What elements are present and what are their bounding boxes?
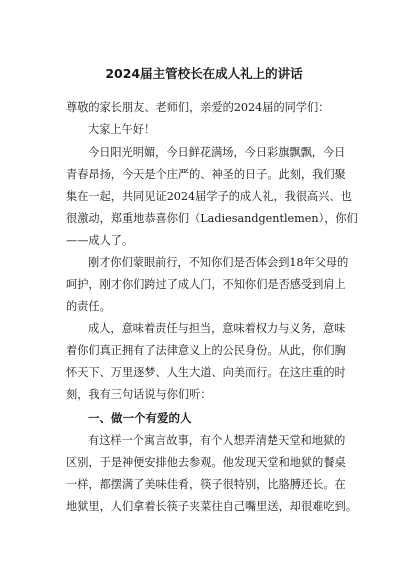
- paragraph-line: 呵护，刚才你们跨过了成人门，不知你们是否感受到肩上: [66, 278, 346, 291]
- paragraph-line: 青春昂扬，今天是个庄严的、神圣的日子。此刻，我们聚: [66, 168, 346, 181]
- paragraph-line: 很激动，郑重地恭喜你们（Ladiesandgentlemen），你们: [66, 212, 358, 225]
- salutation: 尊敬的家长朋友、老师们，亲爱的2024届的同学们：: [66, 101, 330, 114]
- paragraph-line: 成人，意味着责任与担当，意味着权力与义务，意味: [88, 322, 346, 335]
- paragraph-line: 着你们真正拥有了法律意义上的公民身份。从此，你们胸: [66, 344, 346, 357]
- paragraph-line: 区别，于是神便安排他去参观。他发现天堂和地狱的餐桌: [66, 456, 346, 469]
- document-title: 2024届主管校长在成人礼上的讲话: [105, 66, 303, 81]
- paragraph-line: 的责任。: [66, 300, 111, 313]
- paragraph-line: ——成人了。: [66, 234, 134, 247]
- section-heading: 一、做一个有爱的人: [88, 411, 192, 425]
- paragraph-line: 今日阳光明媚，今日鲜花满场，今日彩旗飘飘，今日: [88, 146, 346, 159]
- paragraph-line: 集在一起，共同见证2024届学子的成人礼，我很高兴、也: [66, 190, 352, 203]
- paragraph-line: 刚才你们蒙眼前行，不知你们是否体会到18年父母的: [88, 256, 349, 269]
- paragraph-line: 怀天下、万里逐梦、人生大道、向美而行。在这庄重的时: [66, 366, 346, 379]
- paragraph-line: 一样，都摆满了美味佳肴，筷子很特别，比胳膊还长。在: [66, 478, 346, 491]
- greeting: 大家上午好！: [88, 123, 156, 136]
- paragraph-line: 刻，我有三句话说与你们听：: [66, 388, 212, 401]
- paragraph-line: 有这样一个寓言故事，有个人想弄清楚天堂和地狱的: [88, 434, 346, 447]
- paragraph-line: 地狱里，人们拿着长筷子夹菜往自己嘴里送，却很难吃到。: [66, 500, 357, 513]
